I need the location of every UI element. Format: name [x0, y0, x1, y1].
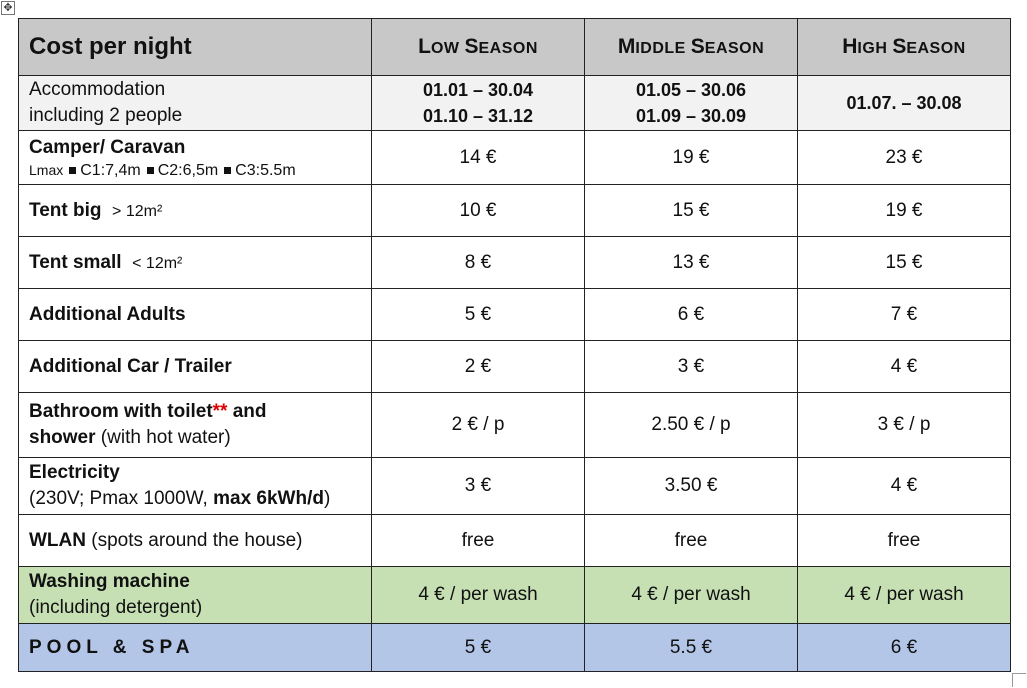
camper-title: Camper/ Caravan — [29, 137, 186, 159]
h-low-r1: OW — [430, 40, 465, 57]
electricity-title: Electricity — [29, 462, 120, 484]
label-bathroom — [19, 393, 372, 458]
h-low-r2: EASON — [478, 40, 538, 57]
h-mid-i1: M — [617, 35, 636, 58]
h-mid-i2: S — [690, 35, 705, 58]
dates-mid-2: 01.09 – 30.09 — [635, 106, 747, 126]
label-camper — [19, 131, 372, 185]
price-table — [18, 18, 1011, 672]
row-accommodation — [19, 76, 1011, 131]
tent-big-size: > 12m² — [112, 202, 163, 220]
label-electricity — [19, 458, 372, 515]
header-low-season — [372, 19, 585, 76]
bathroom-l1b: and — [227, 401, 267, 423]
camper-lengths — [29, 161, 361, 180]
row-bathroom — [19, 393, 1011, 458]
accom-line1: Accommodation — [29, 79, 166, 101]
washing-low: 4 € / per wash — [372, 567, 585, 624]
dates-mid-1: 01.05 – 30.06 — [635, 79, 747, 100]
label-washing-machine — [19, 567, 372, 624]
label-wlan — [19, 515, 372, 567]
bathroom-l1a: Bathroom with toilet — [29, 401, 213, 423]
pool-high: 6 € — [798, 624, 1011, 672]
header-cost-per-night: Cost per night — [19, 19, 372, 76]
row-pool-spa — [19, 624, 1011, 672]
tent-small-middle: 13 € — [585, 237, 798, 289]
bathroom-middle: 2.50 € / p — [585, 393, 798, 458]
dates-middle — [585, 76, 798, 131]
label-pool-spa — [19, 624, 372, 672]
dates-high: 01.07. – 30.08 — [798, 76, 1011, 131]
pool-middle: 5.5 € — [585, 624, 798, 672]
row-electricity — [19, 458, 1011, 515]
h-high-i2: S — [892, 35, 907, 58]
bathroom-low: 2 € / p — [372, 393, 585, 458]
car-low: 2 € — [372, 341, 585, 393]
washing-title: Washing machine — [29, 571, 190, 593]
resize-corner-icon[interactable] — [1012, 673, 1026, 687]
tent-small-low: 8 € — [372, 237, 585, 289]
label-additional-adults: Additional Adults — [19, 289, 372, 341]
label-tent-small — [19, 237, 372, 289]
dates-low-2: 01.10 – 31.12 — [422, 106, 534, 126]
h-mid-r2: EASON — [704, 40, 765, 57]
dates-low — [372, 76, 585, 131]
tent-big-middle: 15 € — [585, 185, 798, 237]
electricity-low: 3 € — [372, 458, 585, 515]
bathroom-high: 3 € / p — [798, 393, 1011, 458]
electricity-note-c: ) — [323, 488, 331, 509]
camper-c1: C1:7,4m — [80, 161, 141, 179]
header-high-season — [798, 19, 1011, 76]
washing-note: (including detergent) — [29, 597, 203, 618]
row-washing-machine — [19, 567, 1011, 624]
tent-small-high: 15 € — [798, 237, 1011, 289]
tent-big-low: 10 € — [372, 185, 585, 237]
adults-high: 7 € — [798, 289, 1011, 341]
h-mid-r1: IDDLE — [635, 40, 691, 57]
wlan-high: free — [798, 515, 1011, 567]
washing-middle: 4 € / per wash — [585, 567, 798, 624]
washing-high: 4 € / per wash — [798, 567, 1011, 624]
adults-low: 5 € — [372, 289, 585, 341]
row-additional-car — [19, 341, 1011, 393]
bullet-square-icon — [147, 167, 154, 174]
h-low-i2: S — [464, 35, 479, 58]
wlan-middle: free — [585, 515, 798, 567]
pool-low: 5 € — [372, 624, 585, 672]
row-wlan — [19, 515, 1011, 567]
row-tent-big — [19, 185, 1011, 237]
bathroom-l2a: shower — [29, 427, 96, 448]
row-camper — [19, 131, 1011, 185]
camper-high: 23 € — [798, 131, 1011, 185]
adults-middle: 6 € — [585, 289, 798, 341]
dates-low-1: 01.01 – 30.04 — [422, 79, 534, 100]
tent-small-title: Tent small — [29, 251, 122, 273]
accom-line2: including 2 people — [29, 105, 183, 126]
h-high-r1: IGH — [857, 40, 893, 57]
electricity-note-a: (230V; Pmax 1000W, — [29, 488, 214, 509]
wlan-note: (spots around the house) — [85, 529, 303, 551]
row-tent-small — [19, 237, 1011, 289]
camper-lmax: Lmax — [29, 161, 64, 178]
bathroom-line1 — [29, 399, 361, 425]
row-additional-adults — [19, 289, 1011, 341]
camper-middle: 19 € — [585, 131, 798, 185]
bullet-square-icon — [69, 167, 76, 174]
camper-low: 14 € — [372, 131, 585, 185]
camper-c2: C2:6,5m — [157, 161, 219, 179]
bullet-square-icon — [224, 167, 231, 174]
pool-title: POOL & SPA — [29, 636, 195, 658]
bathroom-l2b: (with hot water) — [95, 427, 231, 448]
h-high-r2: EASON — [906, 40, 966, 57]
header-row — [19, 19, 1011, 76]
h-high-i1: H — [842, 35, 858, 58]
label-tent-big — [19, 185, 372, 237]
wlan-title: WLAN — [29, 529, 86, 551]
label-additional-car: Additional Car / Trailer — [19, 341, 372, 393]
car-middle: 3 € — [585, 341, 798, 393]
tent-big-title: Tent big — [29, 199, 102, 221]
h-low-i1: L — [418, 35, 431, 58]
camper-c3: C3:5.5m — [235, 161, 296, 179]
electricity-note-b: max 6kWh/d — [213, 488, 324, 509]
label-accommodation — [19, 76, 372, 131]
header-middle-season — [585, 19, 798, 76]
car-high: 4 € — [798, 341, 1011, 393]
bathroom-line2 — [29, 425, 361, 451]
wlan-low: free — [372, 515, 585, 567]
tent-small-size: < 12m² — [132, 254, 183, 272]
electricity-note — [29, 486, 361, 512]
bathroom-stars: ** — [212, 401, 228, 423]
electricity-high: 4 € — [798, 458, 1011, 515]
tent-big-high: 19 € — [798, 185, 1011, 237]
electricity-middle: 3.50 € — [585, 458, 798, 515]
move-handle-icon[interactable]: ✥ — [1, 1, 15, 15]
